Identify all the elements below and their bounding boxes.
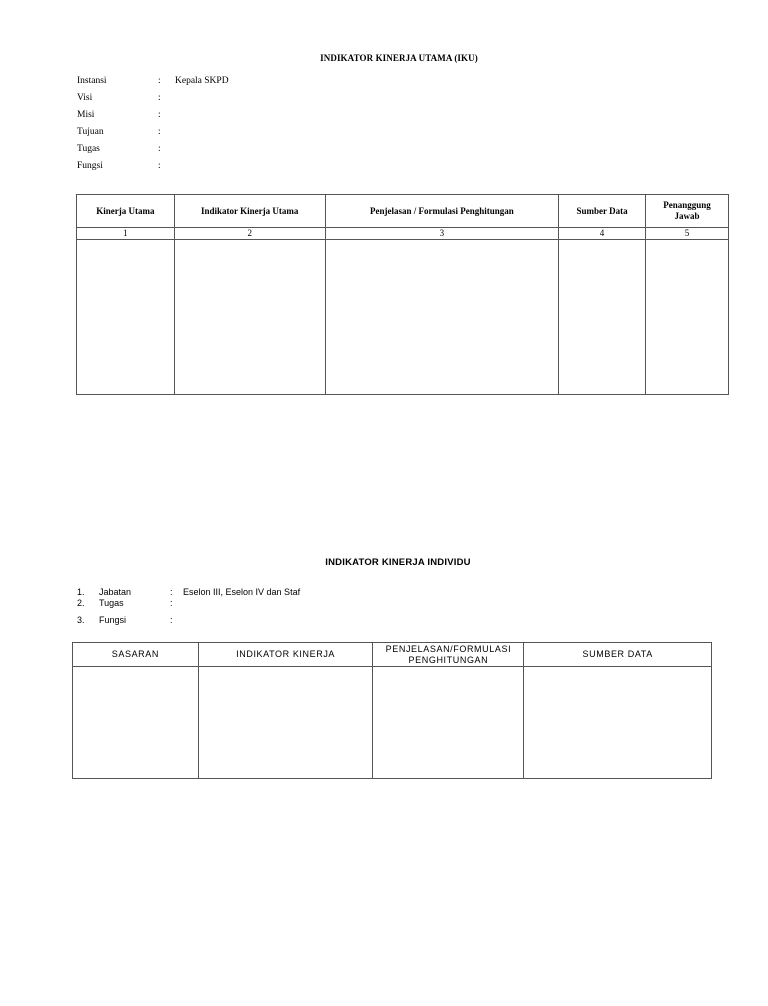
column-number: 5 <box>645 228 728 240</box>
table-cell[interactable] <box>373 667 524 779</box>
field-label: Tugas <box>77 144 100 154</box>
table-row <box>73 667 712 779</box>
table-cell[interactable] <box>198 667 373 779</box>
column-number: 3 <box>325 228 559 240</box>
header-penanggung-jawab: Penanggung Jawab <box>645 195 728 228</box>
table-cell[interactable] <box>645 240 728 395</box>
header-sasaran: SASARAN <box>73 643 199 667</box>
table-cell[interactable] <box>559 240 646 395</box>
field-separator: : <box>158 93 161 103</box>
individu-table <box>72 642 712 779</box>
field-label: Visi <box>77 93 93 103</box>
iku-title: INDIKATOR KINERJA UTAMA (IKU) <box>320 53 478 63</box>
field-separator: : <box>170 587 173 597</box>
field-number: 1. <box>77 587 85 597</box>
field-label: Misi <box>77 110 95 120</box>
table-cell[interactable] <box>174 240 325 395</box>
header-indikator-kinerja: INDIKATOR KINERJA <box>198 643 373 667</box>
header-penjelasan: Penjelasan / Formulasi Penghitungan <box>325 195 559 228</box>
table-cell[interactable] <box>524 667 712 779</box>
field-separator: : <box>158 110 161 120</box>
field-separator: : <box>158 127 161 137</box>
header-kinerja-utama: Kinerja Utama <box>77 195 175 228</box>
field-label: Fungsi <box>99 615 127 625</box>
table-header-row <box>77 195 729 228</box>
field-value: Eselon III, Eselon IV dan Staf <box>183 587 301 597</box>
column-number: 1 <box>77 228 175 240</box>
field-separator: : <box>170 598 173 608</box>
table-cell[interactable] <box>325 240 559 395</box>
field-number: 3. <box>77 615 85 625</box>
header-indikator-kinerja-utama: Indikator Kinerja Utama <box>174 195 325 228</box>
field-label: Fungsi <box>77 161 103 171</box>
field-value: Kepala SKPD <box>175 76 229 86</box>
table-header-row <box>73 643 712 667</box>
field-separator: : <box>158 161 161 171</box>
iku-table <box>76 194 729 395</box>
field-separator: : <box>170 615 173 625</box>
field-number: 2. <box>77 598 85 608</box>
table-row <box>77 240 729 395</box>
column-number: 4 <box>559 228 646 240</box>
table-cell[interactable] <box>77 240 175 395</box>
header-sumber-data: Sumber Data <box>559 195 646 228</box>
field-separator: : <box>158 76 161 86</box>
field-separator: : <box>158 144 161 154</box>
field-tugas <box>77 597 377 609</box>
field-label: Instansi <box>77 76 107 86</box>
table-number-row <box>77 228 729 240</box>
header-penjelasan-formulasi: PENJELASAN/FORMULASI PENGHITUNGAN <box>373 643 524 667</box>
field-label: Tugas <box>99 598 124 608</box>
column-number: 2 <box>174 228 325 240</box>
individu-title: INDIKATOR KINERJA INDIVIDU <box>325 557 471 568</box>
field-label: Tujuan <box>77 127 104 137</box>
field-label: Jabatan <box>99 587 132 597</box>
field-fungsi <box>77 614 377 626</box>
table-cell[interactable] <box>73 667 199 779</box>
header-sumber-data: SUMBER DATA <box>524 643 712 667</box>
